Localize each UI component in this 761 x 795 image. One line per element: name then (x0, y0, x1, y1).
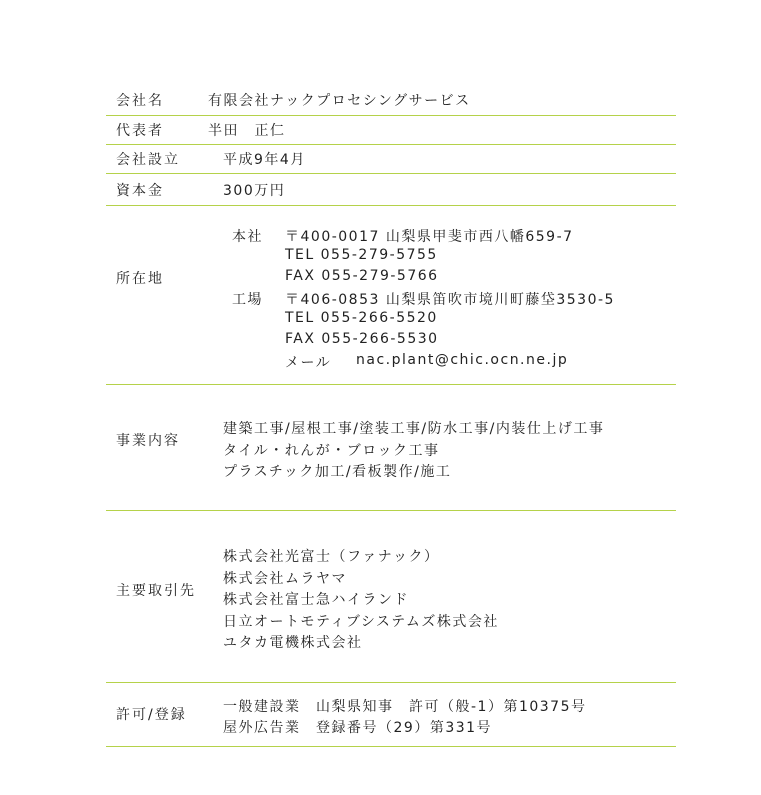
head-office-title: 本社 (232, 229, 263, 245)
business-label: 事業内容 (116, 433, 180, 449)
client-item: 日立オートモティブシステムズ株式会社 (223, 614, 499, 630)
company-name-value: 有限会社ナックプロセシングサービス (208, 93, 471, 109)
representative-label: 代表者 (116, 123, 164, 139)
business-line: 建築工事/屋根工事/塗装工事/防水工事/内装仕上げ工事 (223, 421, 605, 437)
client-item: 株式会社ムラヤマ (223, 571, 347, 587)
established-value: 平成9年4月 (223, 152, 306, 168)
clients-label: 主要取引先 (116, 583, 196, 599)
row-established (106, 145, 676, 174)
head-office-tel: TEL 055-279-5755 (285, 247, 438, 263)
row-clients (106, 511, 676, 683)
client-item: ユタカ電機株式会社 (223, 635, 363, 651)
email-label: メール (285, 355, 332, 371)
email-value: nac.plant@chic.ocn.ne.jp (356, 352, 569, 368)
business-line: プラスチック加工/看板製作/施工 (223, 464, 452, 480)
factory-tel: TEL 055-266-5520 (285, 310, 438, 326)
row-licenses (106, 683, 676, 747)
established-label: 会社設立 (116, 152, 180, 168)
representative-value: 半田 正仁 (208, 123, 286, 139)
row-capital (106, 174, 676, 206)
row-location (106, 206, 676, 385)
location-label: 所在地 (116, 271, 164, 287)
license-line: 屋外広告業 登録番号（29）第331号 (223, 720, 493, 736)
row-business (106, 385, 676, 511)
head-office-fax: FAX 055-279-5766 (285, 268, 439, 284)
client-item: 株式会社富士急ハイランド (223, 592, 409, 608)
factory-fax: FAX 055-266-5530 (285, 331, 439, 347)
business-line: タイル・れんが・ブロック工事 (223, 443, 440, 459)
capital-value: 300万円 (223, 183, 286, 199)
company-info-table (106, 86, 676, 747)
factory-address: 〒406-0853 山梨県笛吹市境川町藤垈3530-5 (285, 292, 615, 308)
licenses-label: 許可/登録 (116, 707, 187, 723)
row-company-name (106, 86, 676, 116)
factory-title: 工場 (232, 292, 263, 308)
company-name-label: 会社名 (116, 93, 164, 109)
head-office-address: 〒400-0017 山梨県甲斐市西八幡659-7 (285, 229, 574, 245)
row-representative (106, 116, 676, 145)
license-line: 一般建設業 山梨県知事 許可（般-1）第10375号 (223, 699, 587, 715)
capital-label: 資本金 (116, 183, 164, 199)
client-item: 株式会社光富士（ファナック） (223, 549, 440, 565)
